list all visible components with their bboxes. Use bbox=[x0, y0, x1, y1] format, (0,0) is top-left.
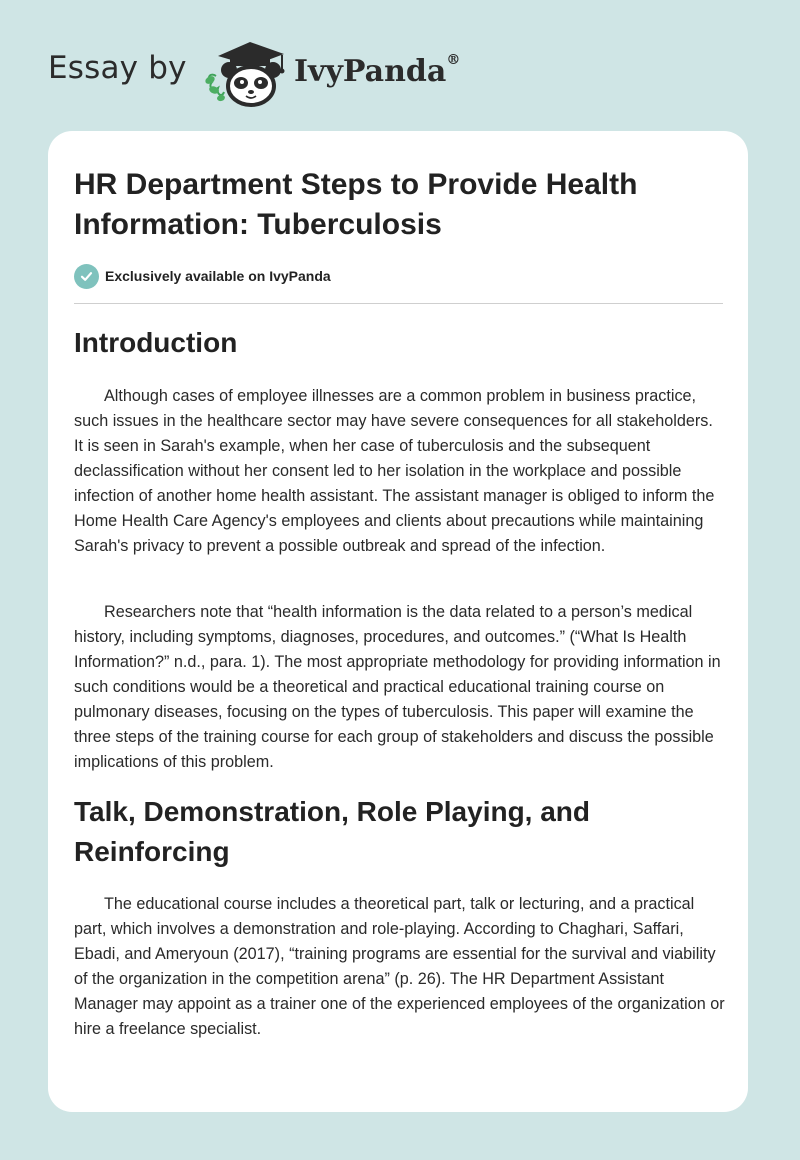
essay-title: HR Department Steps to Provide Health Information: Tuberculosis bbox=[74, 168, 638, 241]
title-divider bbox=[74, 303, 723, 304]
section-heading-talk-demonstration: Talk, Demonstration, Role Playing, and Reinforcing bbox=[74, 796, 591, 867]
paragraph-intro-1: Although cases of employee illnesses are a common problem in business practice, such issues in the healthcare sector may have severe consequences for all stakeholders. It is seen in Sarah's example, when her case of tuberculosis and the subsequent declassification without her consent led to her isolation in the workplace and possible infection of another home health assistant. The assistant manager is obliged to inform the Home Health Care Agency's employees and clients about precautions while maintaining Sarah's privacy to prevent a possible outbreak and spread of the infection. bbox=[74, 387, 715, 555]
brand-name-text: IvyPanda bbox=[294, 54, 447, 89]
section-heading-introduction: Introduction bbox=[74, 327, 238, 358]
check-circle-icon bbox=[74, 264, 99, 289]
site-brand[interactable] bbox=[48, 36, 568, 108]
paragraph-talk-1: The educational course includes a theoretical part, talk or lecturing, and a practical part, which involves a demonstration and role-playing. According to Chaghari, Saffari, Ebadi, and Ameryoun (2017), “training programs are essential for the survival and viability of the organization in the competition arena” (p. 26). The HR Department Assistant Manager may appoint as a trainer one of the experienced employees of the organization or hire a freelance specialist. bbox=[74, 895, 725, 1038]
panda-logo-icon bbox=[200, 36, 292, 108]
essay-card bbox=[48, 131, 748, 1112]
exclusive-badge bbox=[74, 263, 331, 289]
paragraph-intro-2: Researchers note that “health information is the data related to a person’s medical history, including symptoms, diagnoses, procedures, and outcomes.” (“What Is Health Information?” n.d., para. 1). The most appropriate methodology for providing information in such conditions would be a theoretical and practical educational training course on pulmonary diseases, focusing on the types of tuberculosis. This paper will examine the three steps of the training course for each group of stakeholders and discuss the possible implications of this problem. bbox=[74, 603, 721, 771]
brand-registered-mark: ® bbox=[446, 52, 461, 68]
brand-prefix: Essay by bbox=[48, 50, 187, 86]
brand-name bbox=[294, 54, 460, 89]
exclusive-badge-label: Exclusively available on IvyPanda bbox=[105, 268, 331, 284]
